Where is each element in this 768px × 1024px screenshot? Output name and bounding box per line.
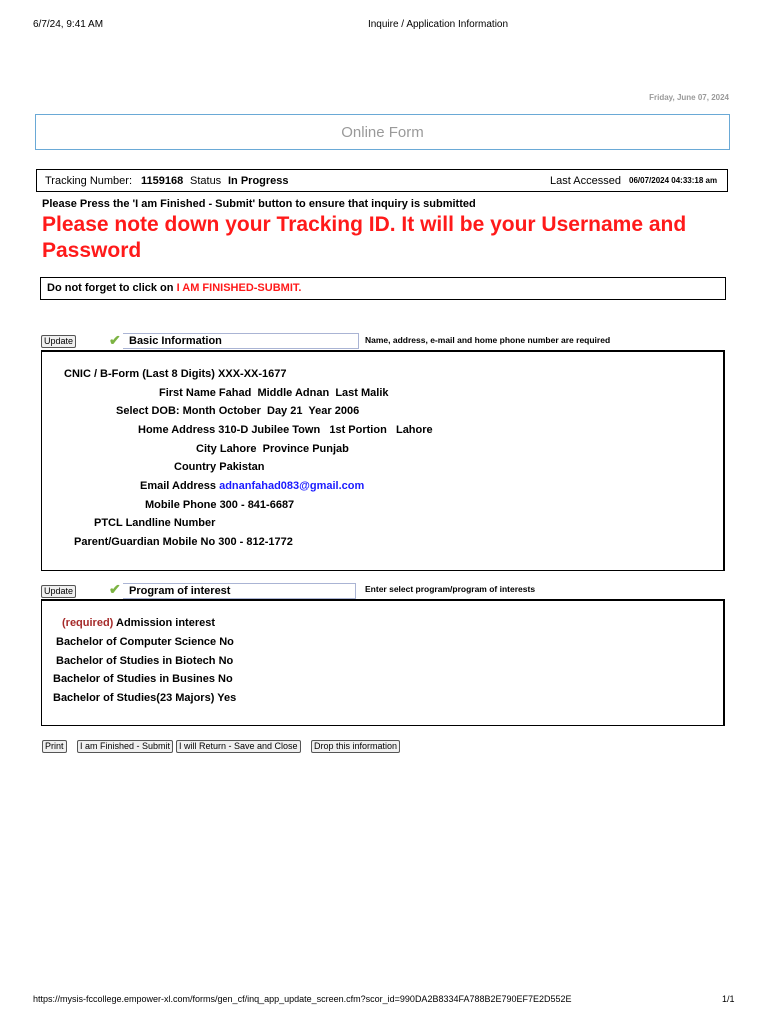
address-line-2: 1st Portion bbox=[329, 424, 387, 436]
program-hint: Enter select program/program of interests bbox=[365, 584, 536, 594]
required-tag: (required) bbox=[62, 617, 114, 629]
country-value: Pakistan bbox=[219, 461, 265, 473]
admission-interest-row bbox=[62, 617, 215, 629]
home-address-label: Home Address bbox=[138, 424, 216, 436]
province-value: Punjab bbox=[312, 443, 349, 455]
address-line-1: 310-D Jubilee Town bbox=[218, 424, 321, 436]
tracking-number-value: 1159168 bbox=[141, 175, 184, 187]
ptcl-row bbox=[94, 517, 215, 529]
name-row bbox=[159, 387, 389, 399]
mobile-row bbox=[145, 499, 294, 511]
month-value: October bbox=[218, 405, 261, 417]
program-name: Bachelor of Computer Science bbox=[56, 636, 217, 648]
form-title: Online Form bbox=[341, 123, 424, 141]
update-basic-info-button[interactable]: Update bbox=[41, 335, 76, 348]
mobile-value: 300 - 841-6687 bbox=[219, 499, 295, 511]
city-province-row bbox=[196, 443, 349, 455]
first-name-value: Fahad bbox=[218, 387, 252, 399]
country-row bbox=[174, 461, 264, 473]
reminder-highlight: I AM FINISHED-SUBMIT. bbox=[176, 282, 302, 294]
program-name: Bachelor of Studies(23 Majors) bbox=[53, 692, 215, 704]
home-address-row bbox=[138, 424, 433, 436]
save-close-button[interactable]: I will Return - Save and Close bbox=[176, 740, 301, 753]
program-item bbox=[56, 655, 233, 667]
page-number: 1/1 bbox=[722, 994, 735, 1004]
submit-instruction: Please Press the 'I am Finished - Submit' button to ensure that inquiry is submitted bbox=[42, 198, 476, 210]
program-item bbox=[53, 692, 236, 704]
year-value: 2006 bbox=[334, 405, 360, 417]
ptcl-label: PTCL Landline Number bbox=[94, 517, 216, 529]
status-label: Status bbox=[190, 175, 222, 187]
city-value: Lahore bbox=[219, 443, 257, 455]
mobile-label: Mobile Phone bbox=[145, 499, 217, 511]
day-value: 21 bbox=[290, 405, 303, 417]
month-label: Month bbox=[182, 405, 216, 417]
submit-reminder-box bbox=[40, 277, 726, 300]
program-choice: Yes bbox=[217, 692, 237, 704]
cnic-row bbox=[64, 368, 287, 380]
address-line-3: Lahore bbox=[395, 424, 433, 436]
first-name-label: First Name bbox=[159, 387, 216, 399]
tracking-id-warning: Please note down your Tracking ID. It will be your Username and Password bbox=[42, 213, 687, 262]
cnic-value: XXX-XX-1677 bbox=[218, 368, 287, 380]
submit-reminder bbox=[47, 282, 301, 294]
last-accessed-value: 06/07/2024 04:33:18 am bbox=[629, 176, 718, 185]
print-datetime: 6/7/24, 9:41 AM bbox=[33, 19, 104, 30]
program-choice: No bbox=[219, 636, 234, 648]
guardian-value: 300 - 812-1772 bbox=[218, 536, 293, 548]
tracking-bar bbox=[36, 169, 728, 192]
country-label: Country bbox=[174, 461, 217, 473]
program-choice: No bbox=[218, 655, 234, 667]
program-name: Bachelor of Studies in Biotech bbox=[56, 655, 216, 667]
drop-information-button[interactable]: Drop this information bbox=[311, 740, 400, 753]
admission-interest-label: Admission interest bbox=[116, 617, 216, 629]
dob-row bbox=[116, 405, 359, 417]
last-name-value: Malik bbox=[361, 387, 389, 399]
finished-submit-button[interactable]: I am Finished - Submit bbox=[77, 740, 173, 753]
status-value: In Progress bbox=[228, 175, 289, 187]
day-label: Day bbox=[267, 405, 288, 417]
program-name: Bachelor of Studies in Busines bbox=[53, 673, 215, 685]
tracking-number-label: Tracking Number: bbox=[45, 175, 133, 187]
email-row bbox=[140, 480, 364, 492]
form-title-bar bbox=[35, 114, 730, 150]
print-page-title: Inquire / Application Information bbox=[367, 19, 509, 30]
email-link[interactable]: adnanfahad083@gmail.com bbox=[219, 480, 365, 492]
print-url: https://mysis-fccollege.empower-xl.com/forms/gen_cf/inq_app_update_screen.cfm?scor_id=990DA2B8334FA788B2E790EF7E2D552E bbox=[33, 994, 572, 1004]
cnic-label: CNIC / B-Form (Last 8 Digits) bbox=[64, 368, 215, 380]
check-icon: ✔ bbox=[109, 332, 121, 348]
program-choice: No bbox=[218, 673, 233, 685]
program-panel bbox=[41, 599, 725, 726]
check-icon: ✔ bbox=[109, 581, 121, 597]
last-name-label: Last bbox=[335, 387, 358, 399]
reminder-prefix: Do not forget to click on bbox=[47, 282, 177, 294]
middle-name-value: Adnan bbox=[294, 387, 330, 399]
basic-info-panel bbox=[41, 350, 725, 571]
guardian-label: Parent/Guardian Mobile No bbox=[74, 536, 216, 548]
year-label: Year bbox=[308, 405, 332, 417]
province-label: Province bbox=[262, 443, 310, 455]
last-accessed-label: Last Accessed bbox=[550, 175, 621, 187]
dob-label: Select DOB: bbox=[116, 405, 180, 417]
program-title: Program of interest bbox=[123, 583, 356, 599]
guardian-row bbox=[74, 536, 293, 548]
current-date: Friday, June 07, 2024 bbox=[649, 93, 729, 102]
email-label: Email Address bbox=[140, 480, 217, 492]
basic-info-title: Basic Information bbox=[123, 333, 359, 349]
basic-info-hint: Name, address, e-mail and home phone number are required bbox=[365, 335, 611, 345]
update-program-button[interactable]: Update bbox=[41, 585, 76, 598]
city-label: City bbox=[196, 443, 217, 455]
program-item bbox=[56, 636, 234, 648]
program-item bbox=[53, 673, 233, 685]
print-button[interactable]: Print bbox=[42, 740, 67, 753]
middle-name-label: Middle bbox=[257, 387, 293, 399]
